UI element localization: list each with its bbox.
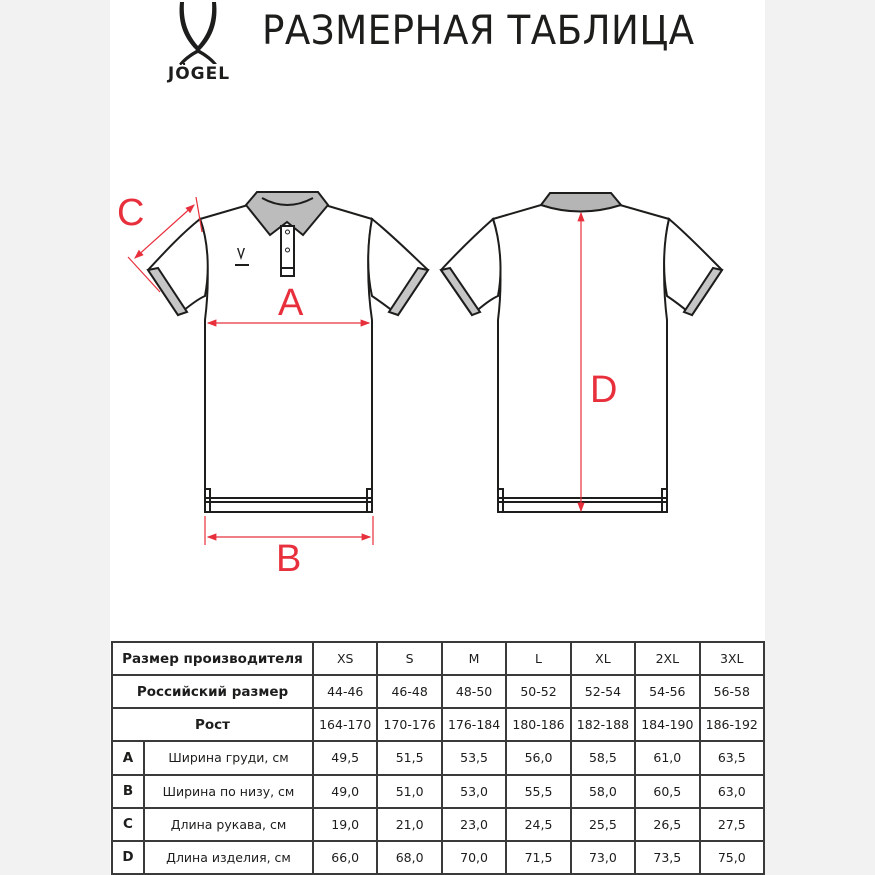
row-label: Российский размер [112,675,313,708]
table-cell: 51,0 [377,775,441,808]
measure-label-d: D [590,369,618,411]
table-cell: 49,5 [313,741,377,774]
table-cell: 186-192 [700,708,764,741]
table-cell: 184-190 [635,708,699,741]
table-cell: 53,0 [442,775,506,808]
table-cell: 54-56 [635,675,699,708]
table-cell: 63,5 [700,741,764,774]
table-cell: 51,5 [377,741,441,774]
table-cell: 52-54 [571,675,635,708]
measurement-code: C [112,808,144,841]
table-cell: 180-186 [506,708,570,741]
table-cell: 21,0 [377,808,441,841]
table-row-measurement-a [112,741,764,774]
table-row-measurement-c [112,808,764,841]
table-cell: 182-188 [571,708,635,741]
table-cell: 170-176 [377,708,441,741]
measurement-code: D [112,841,144,874]
table-cell: 23,0 [442,808,506,841]
table-cell: 50-52 [506,675,570,708]
table-cell: 164-170 [313,708,377,741]
table-cell: 68,0 [377,841,441,874]
page-title: РАЗМЕРНАЯ ТАБЛИЦА [262,8,695,54]
size-header: XL [571,642,635,675]
size-header: M [442,642,506,675]
table-cell: 176-184 [442,708,506,741]
table-row-russian-size [112,675,764,708]
polo-front-view [148,192,428,512]
measure-label-c: C [117,192,145,234]
table-cell: 70,0 [442,841,506,874]
size-header: 2XL [635,642,699,675]
size-header: XS [313,642,377,675]
table-cell: 25,5 [571,808,635,841]
table-cell: 58,0 [571,775,635,808]
table-cell: 66,0 [313,841,377,874]
table-cell: 55,5 [506,775,570,808]
table-cell: 61,0 [635,741,699,774]
measure-label-b: B [276,538,302,580]
table-row-measurement-b [112,775,764,808]
measure-label-a: A [278,282,304,324]
table-row-manufacturer-size [112,642,764,675]
table-cell: 49,0 [313,775,377,808]
measurement-code: A [112,741,144,774]
table-cell: 19,0 [313,808,377,841]
table-cell: 58,5 [571,741,635,774]
measurement-label: Ширина по низу, см [144,775,313,808]
table-cell: 56-58 [700,675,764,708]
size-header: L [506,642,570,675]
measurement-label: Длина изделия, см [144,841,313,874]
table-cell: 53,5 [442,741,506,774]
row-label: Рост [112,708,313,741]
table-cell: 73,5 [635,841,699,874]
brand-wordmark: JÖGEL [167,64,231,84]
table-cell: 63,0 [700,775,764,808]
measurement-code: B [112,775,144,808]
table-cell: 24,5 [506,808,570,841]
table-cell: 73,0 [571,841,635,874]
measurement-label: Длина рукава, см [144,808,313,841]
table-cell: 71,5 [506,841,570,874]
row-label: Размер производителя [112,642,313,675]
table-cell: 44-46 [313,675,377,708]
table-cell: 56,0 [506,741,570,774]
size-header: S [377,642,441,675]
table-cell: 48-50 [442,675,506,708]
size-header: 3XL [700,642,764,675]
table-row-height [112,708,764,741]
size-table [111,641,765,875]
table-row-measurement-d [112,841,764,874]
table-cell: 60,5 [635,775,699,808]
table-cell: 75,0 [700,841,764,874]
table-cell: 27,5 [700,808,764,841]
table-cell: 26,5 [635,808,699,841]
measurement-label: Ширина груди, см [144,741,313,774]
table-cell: 46-48 [377,675,441,708]
